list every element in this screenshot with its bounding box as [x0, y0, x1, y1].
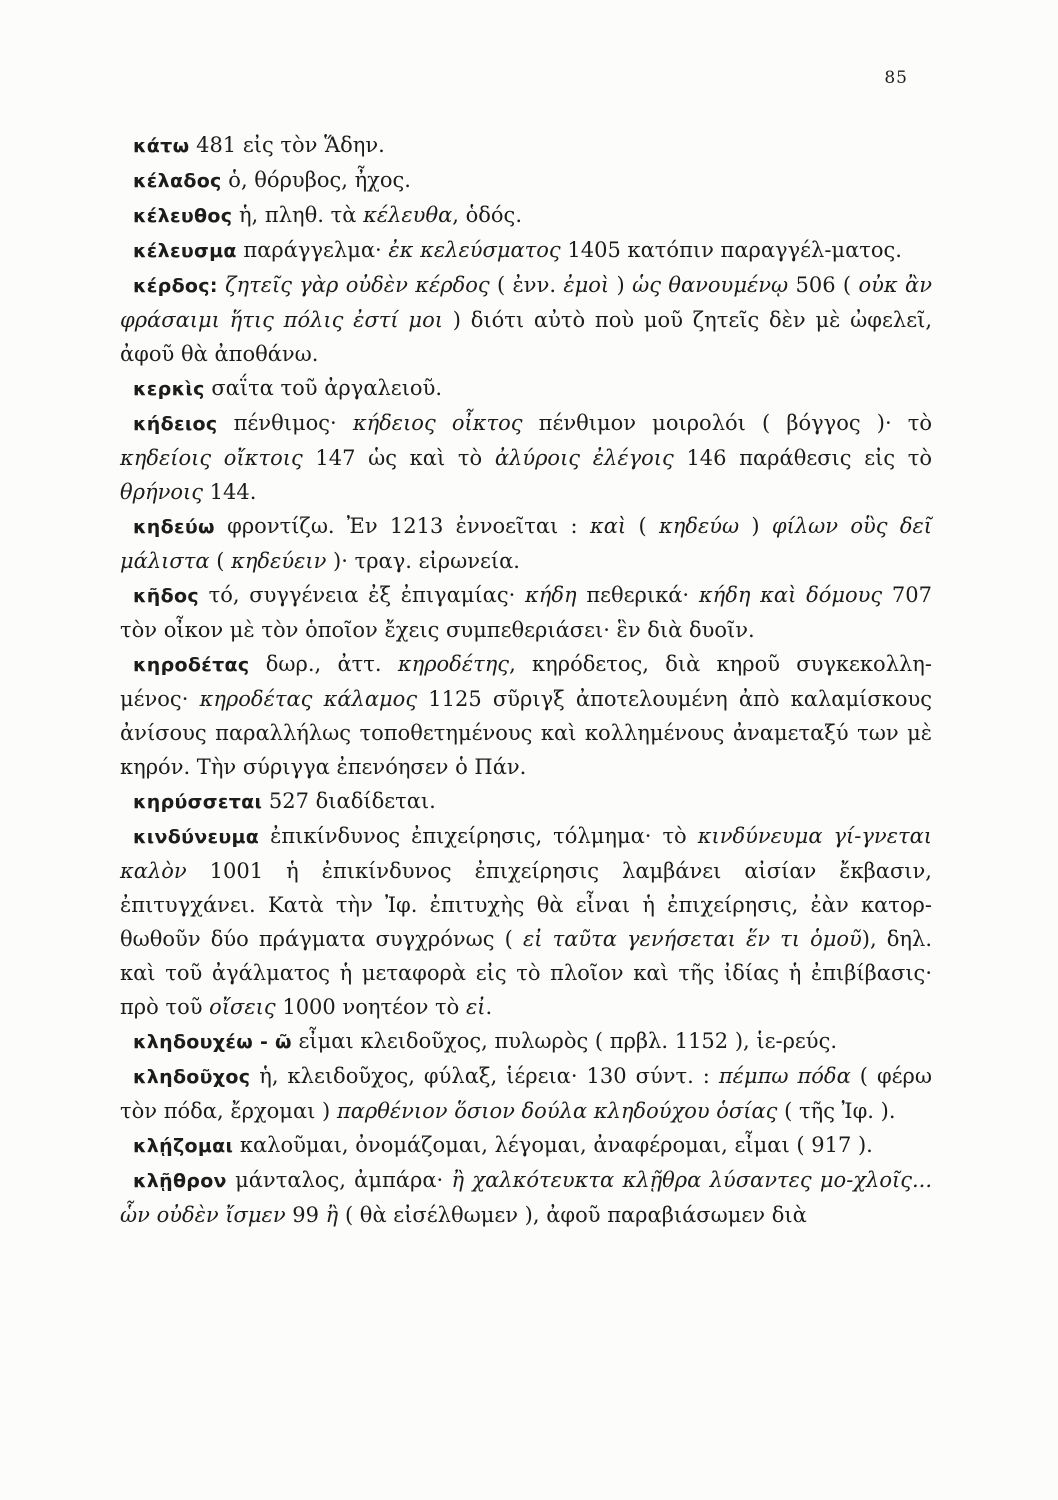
entry-definition	[218, 273, 225, 297]
entry-definition: ἡ, πληθ. τὰ	[232, 203, 364, 227]
entry-headword: κληδουχέω - ῶ	[133, 1031, 292, 1053]
entry-quote: κηδεύω	[658, 514, 740, 538]
entry-headword: κλῄζομαι	[133, 1135, 234, 1157]
entry-quote: ἀλύροις ἐλέγοις	[494, 446, 674, 470]
entry-quote: κήδη	[525, 583, 577, 607]
entry-definition: ( φέρω τὸν πόδα, ἔρχομαι )	[120, 1064, 933, 1123]
glossary-entry	[120, 128, 932, 163]
entry-definition: 144.	[202, 480, 257, 504]
entry-quote: κηροδέτας κάλαμος	[199, 687, 418, 711]
entry-definition: καλοῦμαι, ὀνομάζομαι, λέγομαι, ἀναφέρομαι, εἶμαι ( 917 ).	[233, 1133, 873, 1157]
entry-quote: παρθένιον ὅσιον δούλα κληδούχου ὁσίας	[336, 1099, 778, 1123]
entry-headword: κλῇθρον	[133, 1170, 227, 1192]
entry-definition: 707 τὸν οἶκον μὲ τὸν ὁποῖον ἔχεις συμπεθεριάσει· ἓν διὰ δυοῖν.	[120, 583, 933, 642]
entry-definition: 146 παράθεσις εἰς τὸ	[673, 446, 933, 470]
glossary-entry	[120, 1128, 932, 1163]
entry-definition: ( ἐνν.	[489, 273, 564, 297]
entry-definition: )	[609, 273, 633, 297]
entry-definition: 1125 σῦριγξ ἀποτελουμένη ἀπὸ καλαμίσκους ἀνίσους παραλλήλως τοποθετημένους καὶ κολλημένους ἀναμεταξύ των μὲ κηρόν. Τὴν σύριγγα ἐπενόησεν ὁ Πάν.	[120, 687, 932, 779]
entry-definition: παράγγελμα·	[236, 238, 389, 262]
entry-headword: κέλευθος	[133, 205, 233, 227]
entry-quote: ἐκ κελεύσματος	[388, 238, 561, 262]
entry-quote: κινδύνευμα γί-γνεται καλὸν	[120, 824, 932, 883]
entry-headword: κέρδος:	[133, 275, 218, 297]
glossary-entry	[120, 1059, 932, 1128]
entry-definition: , κηρόδετος, διὰ κηροῦ συγκεκολλη-μένος·	[120, 652, 932, 711]
entry-definition: 527 διαδίδεται.	[262, 789, 436, 813]
entry-definition: 506 (	[788, 273, 859, 297]
entry-definition: .	[485, 995, 493, 1019]
entry-headword: κῆδος	[133, 585, 199, 607]
entry-definition: ἡ, κλειδοῦχος, φύλαξ, ἱέρεια· 130 σύντ. :	[250, 1064, 719, 1088]
glossary-entry	[120, 233, 932, 268]
entry-headword: κάτω	[133, 135, 190, 157]
entry-headword: κινδύνευμα	[133, 826, 260, 848]
glossary-entry	[120, 784, 932, 819]
entry-quote: κηδεύειν	[231, 549, 327, 573]
entry-quote: ζητεῖς γὰρ οὐδὲν κέρδος	[225, 273, 490, 297]
entry-definition: ἐπικίνδυνος ἐπιχείρησις, τόλμημα· τὸ	[259, 824, 698, 848]
entry-definition: πεθερικά·	[576, 583, 699, 607]
entry-quote: εἰ	[465, 995, 486, 1019]
entry-quote: ἢ χαλκότευκτα κλῇθρα λύσαντες μο-χλοῖς... ὧν οὐδὲν ἴσμεν	[120, 1168, 932, 1227]
entry-headword: κέλαδος	[133, 170, 222, 192]
glossary-entry	[120, 371, 932, 406]
entry-quote: κήδη καὶ δόμους	[698, 583, 883, 607]
entry-definition: 147 ὡς καὶ τὸ	[302, 446, 495, 470]
entry-quote: ἐμοὶ	[563, 273, 610, 297]
entry-definition: 481 εἰς τὸν Ἅδην.	[189, 133, 385, 157]
entry-definition: ὁ, θόρυβος, ἦχος.	[221, 168, 411, 192]
entry-headword: κηδεύω	[133, 516, 215, 538]
glossary-entry	[120, 1163, 932, 1232]
entry-quote: οὐκ ἂν φράσαιμι ἥτις πόλις ἐστί μοι	[120, 273, 932, 332]
entry-definition: (	[626, 514, 659, 538]
glossary-entries	[120, 128, 932, 1232]
entry-quote: εἰ ταῦτα γενήσεται ἕν τι ὁμοῦ	[522, 927, 862, 951]
entry-definition: 1001 ἡ ἐπικίνδυνος ἐπιχείρησις λαμβάνει αἰσίαν ἔκβασιν, ἐπιτυγχάνει. Κατὰ τὴν Ἰφ. ἐπιτυχὴς θὰ εἶναι ἡ ἐπιχείρησις, ἐὰν κατορ-θωθοῦν δύο πράγματα συγχρόνως (	[120, 859, 932, 951]
entry-definition: 99	[285, 1203, 326, 1227]
entry-definition: πένθιμον μοιρολόι ( βόγγος )· τὸ	[522, 411, 933, 435]
glossary-entry	[120, 819, 932, 1024]
entry-quote: κηροδέτης	[397, 652, 510, 676]
glossary-entry	[120, 198, 932, 233]
glossary-entry	[120, 268, 932, 371]
entry-definition: ( θὰ εἰσέλθωμεν ), ἀφοῦ παραβιάσωμεν διὰ	[338, 1203, 807, 1227]
glossary-entry	[120, 647, 932, 784]
entry-definition: δωρ., ἀττ.	[249, 652, 398, 676]
entry-quote: πέμπω πόδα	[718, 1064, 851, 1088]
entry-quote: θρήνοις	[120, 480, 203, 504]
entry-definition: , ὁδός.	[452, 203, 522, 227]
entry-quote: φίλων οὓς δεῖ μάλιστα	[120, 514, 932, 573]
glossary-entry	[120, 163, 932, 198]
entry-headword: κερκὶς	[133, 378, 205, 400]
entry-definition: ( τῆς Ἰφ. ).	[777, 1099, 896, 1123]
glossary-entry	[120, 1024, 932, 1059]
entry-definition: σαΐτα τοῦ ἀργαλειοῦ.	[204, 376, 443, 400]
entry-quote: ὡς θανουμένῳ	[632, 273, 789, 297]
entry-definition: 1405 κατόπιν παραγγέλ-ματος.	[560, 238, 902, 262]
entry-quote: ἢ	[325, 1203, 339, 1227]
entry-quote: κέλευθα	[363, 203, 453, 227]
entry-quote: κηδείοις οἴκτοις	[120, 446, 303, 470]
entry-definition: εἶμαι κλειδοῦχος, πυλωρὸς ( πρβλ. 1152 ), ἱε-ρεύς.	[291, 1029, 838, 1053]
glossary-entry	[120, 509, 932, 578]
entry-definition: ), δηλ. καὶ τοῦ ἀγάλματος ἡ μεταφορὰ εἰς τὸ πλοῖον καὶ τῆς ἰδίας ἡ ἐπιβίβασις· πρὸ τοῦ	[120, 927, 932, 1019]
entry-definition: μάνταλος, ἀμπάρα·	[226, 1168, 452, 1192]
entry-definition: )	[739, 514, 772, 538]
entry-definition: τό, συγγένεια ἐξ ἐπιγαμίας·	[198, 583, 526, 607]
entry-definition: φροντίζω. Ἐν 1213 ἐννοεῖται :	[214, 514, 590, 538]
entry-headword: κληδοῦχος	[133, 1066, 251, 1088]
glossary-entry	[120, 406, 932, 509]
entry-definition: ) διότι αὐτὸ ποὺ μοῦ ζητεῖς δὲν μὲ ὠφελεῖ, ἀφοῦ θὰ ἀποθάνω.	[120, 308, 932, 366]
entry-headword: κηροδέτας	[133, 654, 250, 676]
entry-quote: καὶ	[589, 514, 627, 538]
entry-headword: κέλευσμα	[133, 240, 237, 262]
entry-quote: οἴσεις	[209, 995, 276, 1019]
entry-quote: κήδειος οἶκτος	[352, 411, 523, 435]
entry-definition: 1000 νοητέον τὸ	[275, 995, 466, 1019]
entry-definition: )· τραγ. εἰρωνεία.	[326, 549, 520, 573]
entry-definition: (	[209, 549, 232, 573]
entry-headword: κήδειος	[133, 413, 218, 435]
page-number: 85	[884, 68, 908, 88]
entry-definition: πένθιμος·	[217, 411, 353, 435]
entry-headword: κηρύσσεται	[133, 791, 263, 813]
glossary-entry	[120, 578, 932, 647]
